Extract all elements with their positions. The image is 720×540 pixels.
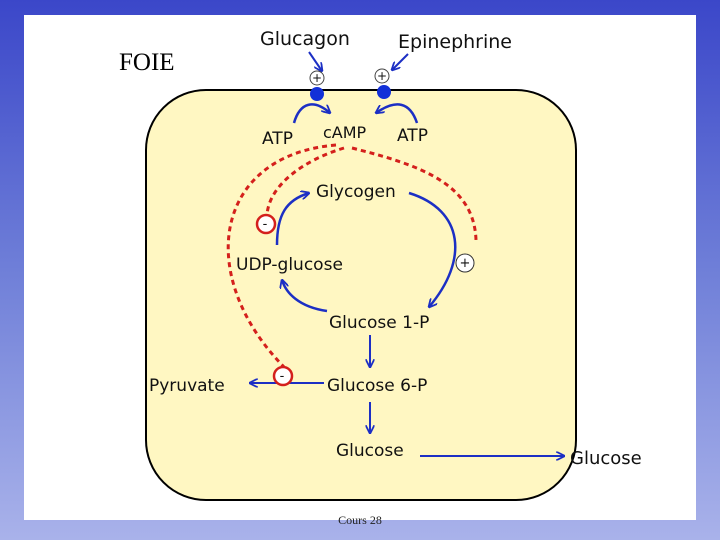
epinephrine-arrow [392, 54, 408, 70]
glycogen-label: Glycogen [316, 182, 396, 202]
glucose-6p-label: Glucose 6-P [327, 376, 428, 396]
atp-right-label: ATP [397, 126, 428, 146]
slide [24, 15, 696, 520]
glucagon-arrow [309, 52, 322, 71]
udp-glucose-label: UDP-glucose [236, 255, 343, 275]
epinephrine-label: Epinephrine [398, 31, 512, 53]
glucagon-label: Glucagon [260, 28, 350, 50]
slide-title: FOIE [119, 49, 175, 76]
epinephrine-plus-label: + [376, 69, 388, 83]
atp-left-label: ATP [262, 129, 293, 149]
phosphorylase-plus-label: + [459, 256, 471, 271]
glucose-outside-label: Glucose [570, 448, 642, 469]
epinephrine-receptor [377, 85, 391, 99]
liver-glycogen-metabolism-diagram [24, 15, 696, 520]
pyruvate-label: Pyruvate [149, 376, 225, 396]
glycogen-synthesis-minus-label: - [262, 217, 268, 232]
slide-footer: Cours 28 [338, 513, 382, 527]
glucose-1p-label: Glucose 1-P [329, 313, 430, 333]
glucagon-plus-label: + [311, 71, 323, 85]
camp-label: cAMP [323, 123, 367, 142]
glycolysis-minus-label: - [279, 369, 285, 384]
glucose-inside-label: Glucose [336, 441, 404, 461]
glucagon-receptor [310, 87, 324, 101]
